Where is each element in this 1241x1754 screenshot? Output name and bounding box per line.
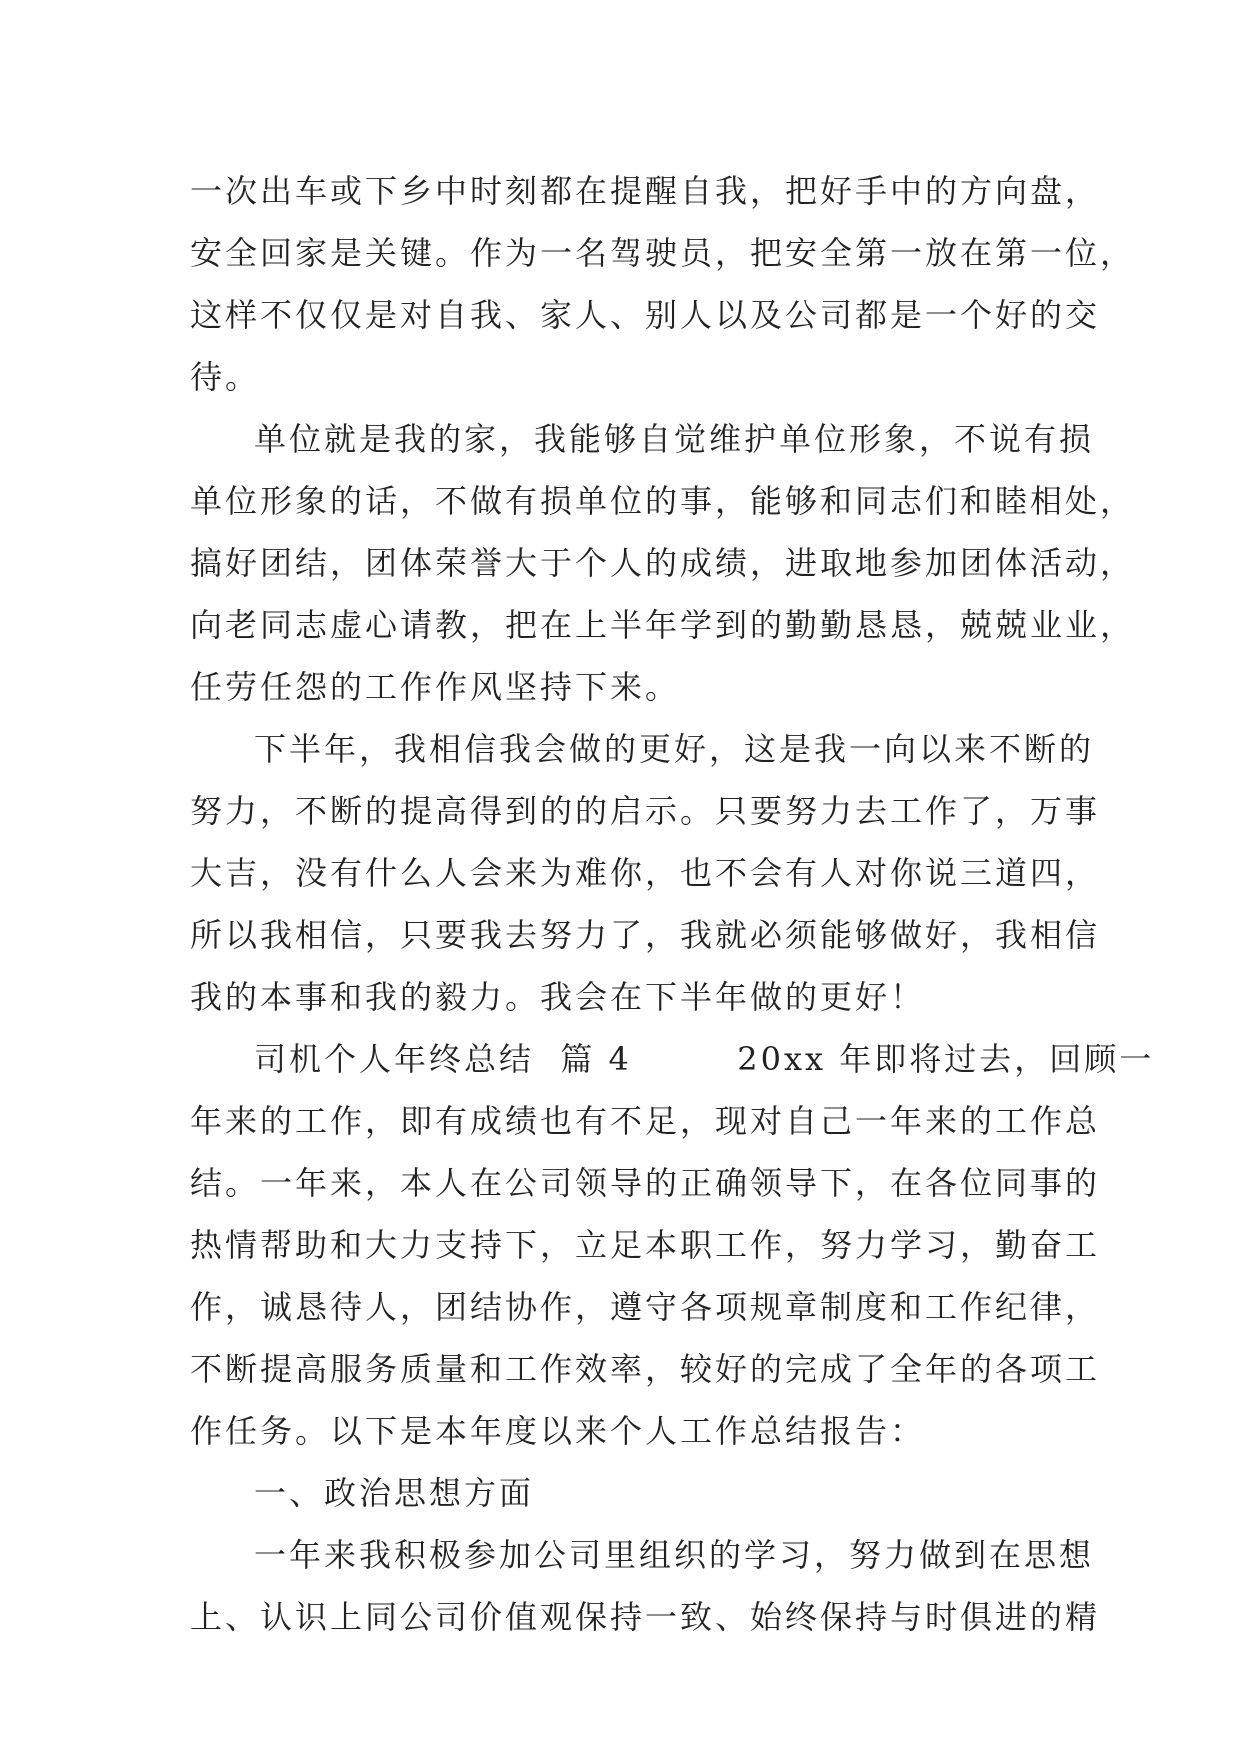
text-line: 作，诚恳待人，团结协作，遵守各项规章制度和工作纪律， [190, 1288, 1101, 1326]
text-line: 结。一年来，本人在公司领导的正确领导下，在各位同事的 [190, 1164, 1101, 1202]
text-line: 待。 [190, 358, 261, 396]
text-line: 这样不仅仅是对自我、家人、别人以及公司都是一个好的交 [190, 296, 1101, 334]
document-body [190, 160, 1155, 1648]
paragraph-first-line: 一年来我积极参加公司里组织的学习，努力做到在思想 [254, 1536, 1095, 1574]
text-line: 所以我相信，只要我去努力了，我就必须能够做好，我相信 [190, 916, 1101, 954]
text-line: 上、认识上同公司价值观保持一致、始终保持与时俱进的精 [190, 1598, 1101, 1636]
text-line: 向老同志虚心请教，把在上半年学到的勤勤恳恳，兢兢业业， [190, 606, 1136, 644]
text-line: 大吉，没有什么人会来为难你，也不会有人对你说三道四， [190, 854, 1101, 892]
text-line: 任劳任怨的工作作风坚持下来。 [190, 668, 681, 706]
text-line: 单位形象的话，不做有损单位的事，能够和同志们和睦相处， [190, 482, 1136, 520]
text-line: 一次出车或下乡中时刻都在提醒自我，把好手中的方向盘， [190, 172, 1101, 210]
paragraph-first-line: 单位就是我的家，我能够自觉维护单位形象，不说有损 [254, 420, 1095, 458]
paragraph-first-line: 下半年，我相信我会做的更好，这是我一向以来不断的 [254, 730, 1095, 768]
text-line: 作任务。以下是本年度以来个人工作总结报告： [190, 1412, 926, 1450]
text-line: 我的本事和我的毅力。我会在下半年做的更好！ [190, 978, 926, 1016]
text-line: 不断提高服务质量和工作效率，较好的完成了全年的各项工 [190, 1350, 1101, 1388]
section-title-line: 司机个人年终总结 篇 4 20xx 年即将过去，回顾一 [254, 1040, 1155, 1078]
text-line: 安全回家是关键。作为一名驾驶员，把安全第一放在第一位， [190, 234, 1136, 272]
subsection-heading: 一、政治思想方面 [254, 1474, 535, 1512]
text-line: 年来的工作，即有成绩也有不足，现对自己一年来的工作总 [190, 1102, 1101, 1140]
text-line: 搞好团结，团体荣誉大于个人的成绩，进取地参加团体活动， [190, 544, 1136, 582]
text-line: 努力，不断的提高得到的的启示。只要努力去工作了，万事 [190, 792, 1101, 830]
text-line: 热情帮助和大力支持下，立足本职工作，努力学习，勤奋工 [190, 1226, 1101, 1264]
